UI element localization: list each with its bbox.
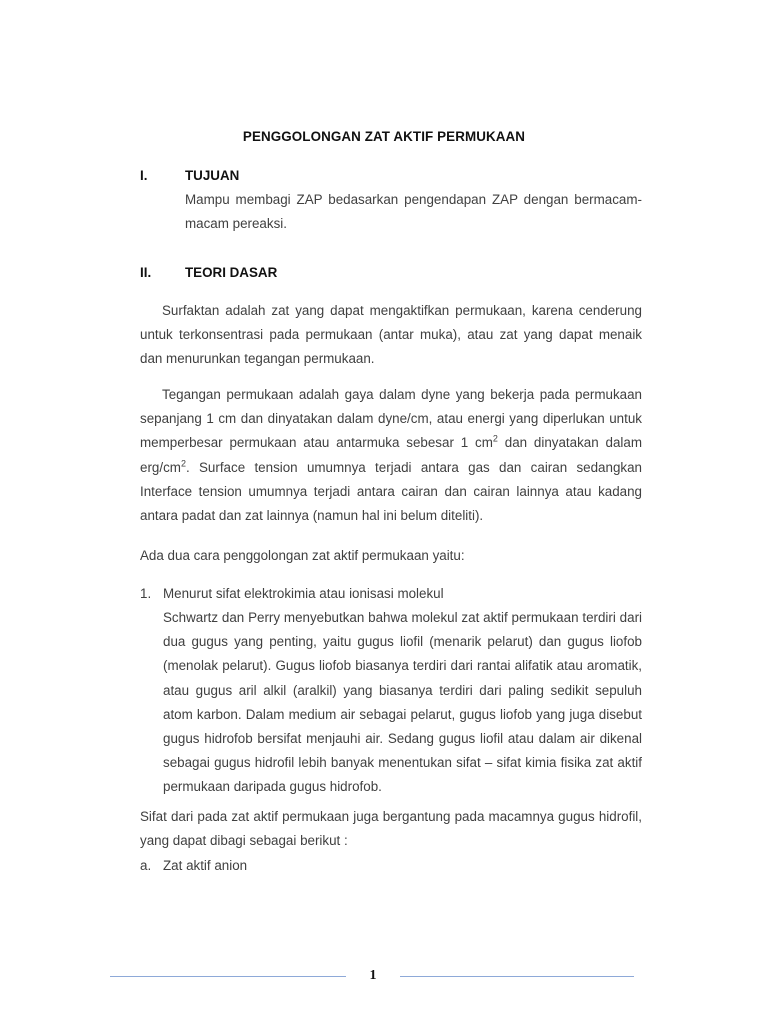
paragraph-dua-cara: Ada dua cara penggolongan zat aktif permukaan yaitu: (140, 548, 465, 563)
superscript-cm2: 2 (492, 433, 498, 444)
paragraph-sifat-hidrofil: Sifat dari pada zat aktif permukaan juga bergantung pada macamnya gugus hidrofil, yang dapat dibagi sebagai berikut : (140, 809, 642, 849)
paragraph-2-part-c: . Surface tension umumnya terjadi antara gas dan cairan sedangkan Interface tension umumnya terjadi antara cairan dan cairan lainnya atau kadang antara padat dan zat lainnya (namun hal ini belum diteliti). (140, 459, 642, 524)
paragraph-surfaktan: Surfaktan adalah zat yang dapat mengaktifkan permukaan, karena cenderung untuk terkonsentrasi pada permukaan (antar muka), atau zat yang dapat menaik dan menurunkan tegangan permukaan. (140, 303, 642, 367)
paragraph-2-part-b: dan dinyatakan dalam erg/cm (140, 435, 642, 475)
footer-rule-left (110, 976, 346, 977)
superscript-erg-cm2: 2 (180, 458, 186, 469)
section-2-number: II. (140, 265, 152, 280)
section-1-text: Mampu membagi ZAP bedasarkan pengendapan ZAP dengan bermacam-macam pereaksi. (185, 192, 642, 232)
list-item-1-body: Schwartz dan Perry menyebutkan bahwa molekul zat aktif permukaan terdiri dari dua gugus yang penting, yaitu gugus liofil (menarik pelarut) dan gugus liofob (menolak pelarut). Gugus liofob biasanya terdiri dari rantai alifatik atau aromatik, atau gugus aril alkil (aralkil) yang biasanya terdiri dari paling sedikit sepuluh atom karbon. Dalam medium air sebagai pelarut, gugus liofob yang juga disebut gugus hidrofob bersifat menjauhi air. Sedang gugus liofil atau dalam air dikenal sebagai gugus hidrofil lebih banyak menentukan sifat – sifat kimia fisika zat aktif permukaan daripada gugus hidrofob. (163, 610, 642, 795)
section-1-number: I. (140, 168, 148, 183)
document-title: PENGGOLONGAN ZAT AKTIF PERMUKAAN (242, 129, 526, 144)
section-1-heading: TUJUAN (185, 168, 240, 183)
paragraph-2-part-a: Tegangan permukaan adalah gaya dalam dyne yang bekerja pada permukaan sepanjang 1 cm dan dinyatakan dalam dyne/cm, atau energi yang diperlukan untuk memperbesar permukaan atau antarmuka sebesar 1 cm (140, 387, 642, 451)
footer-rule-right (400, 976, 634, 977)
list-item-a-title: Zat aktif anion (163, 858, 248, 873)
page-number: 1 (369, 968, 377, 983)
list-item-a-letter: a. (140, 858, 152, 873)
list-item-1-number: 1. (140, 586, 152, 601)
list-item-1-title: Menurut sifat elektrokimia atau ionisasi molekul (163, 586, 444, 601)
section-2-heading: TEORI DASAR (185, 265, 278, 280)
paragraph-tegangan-permukaan (140, 383, 642, 528)
